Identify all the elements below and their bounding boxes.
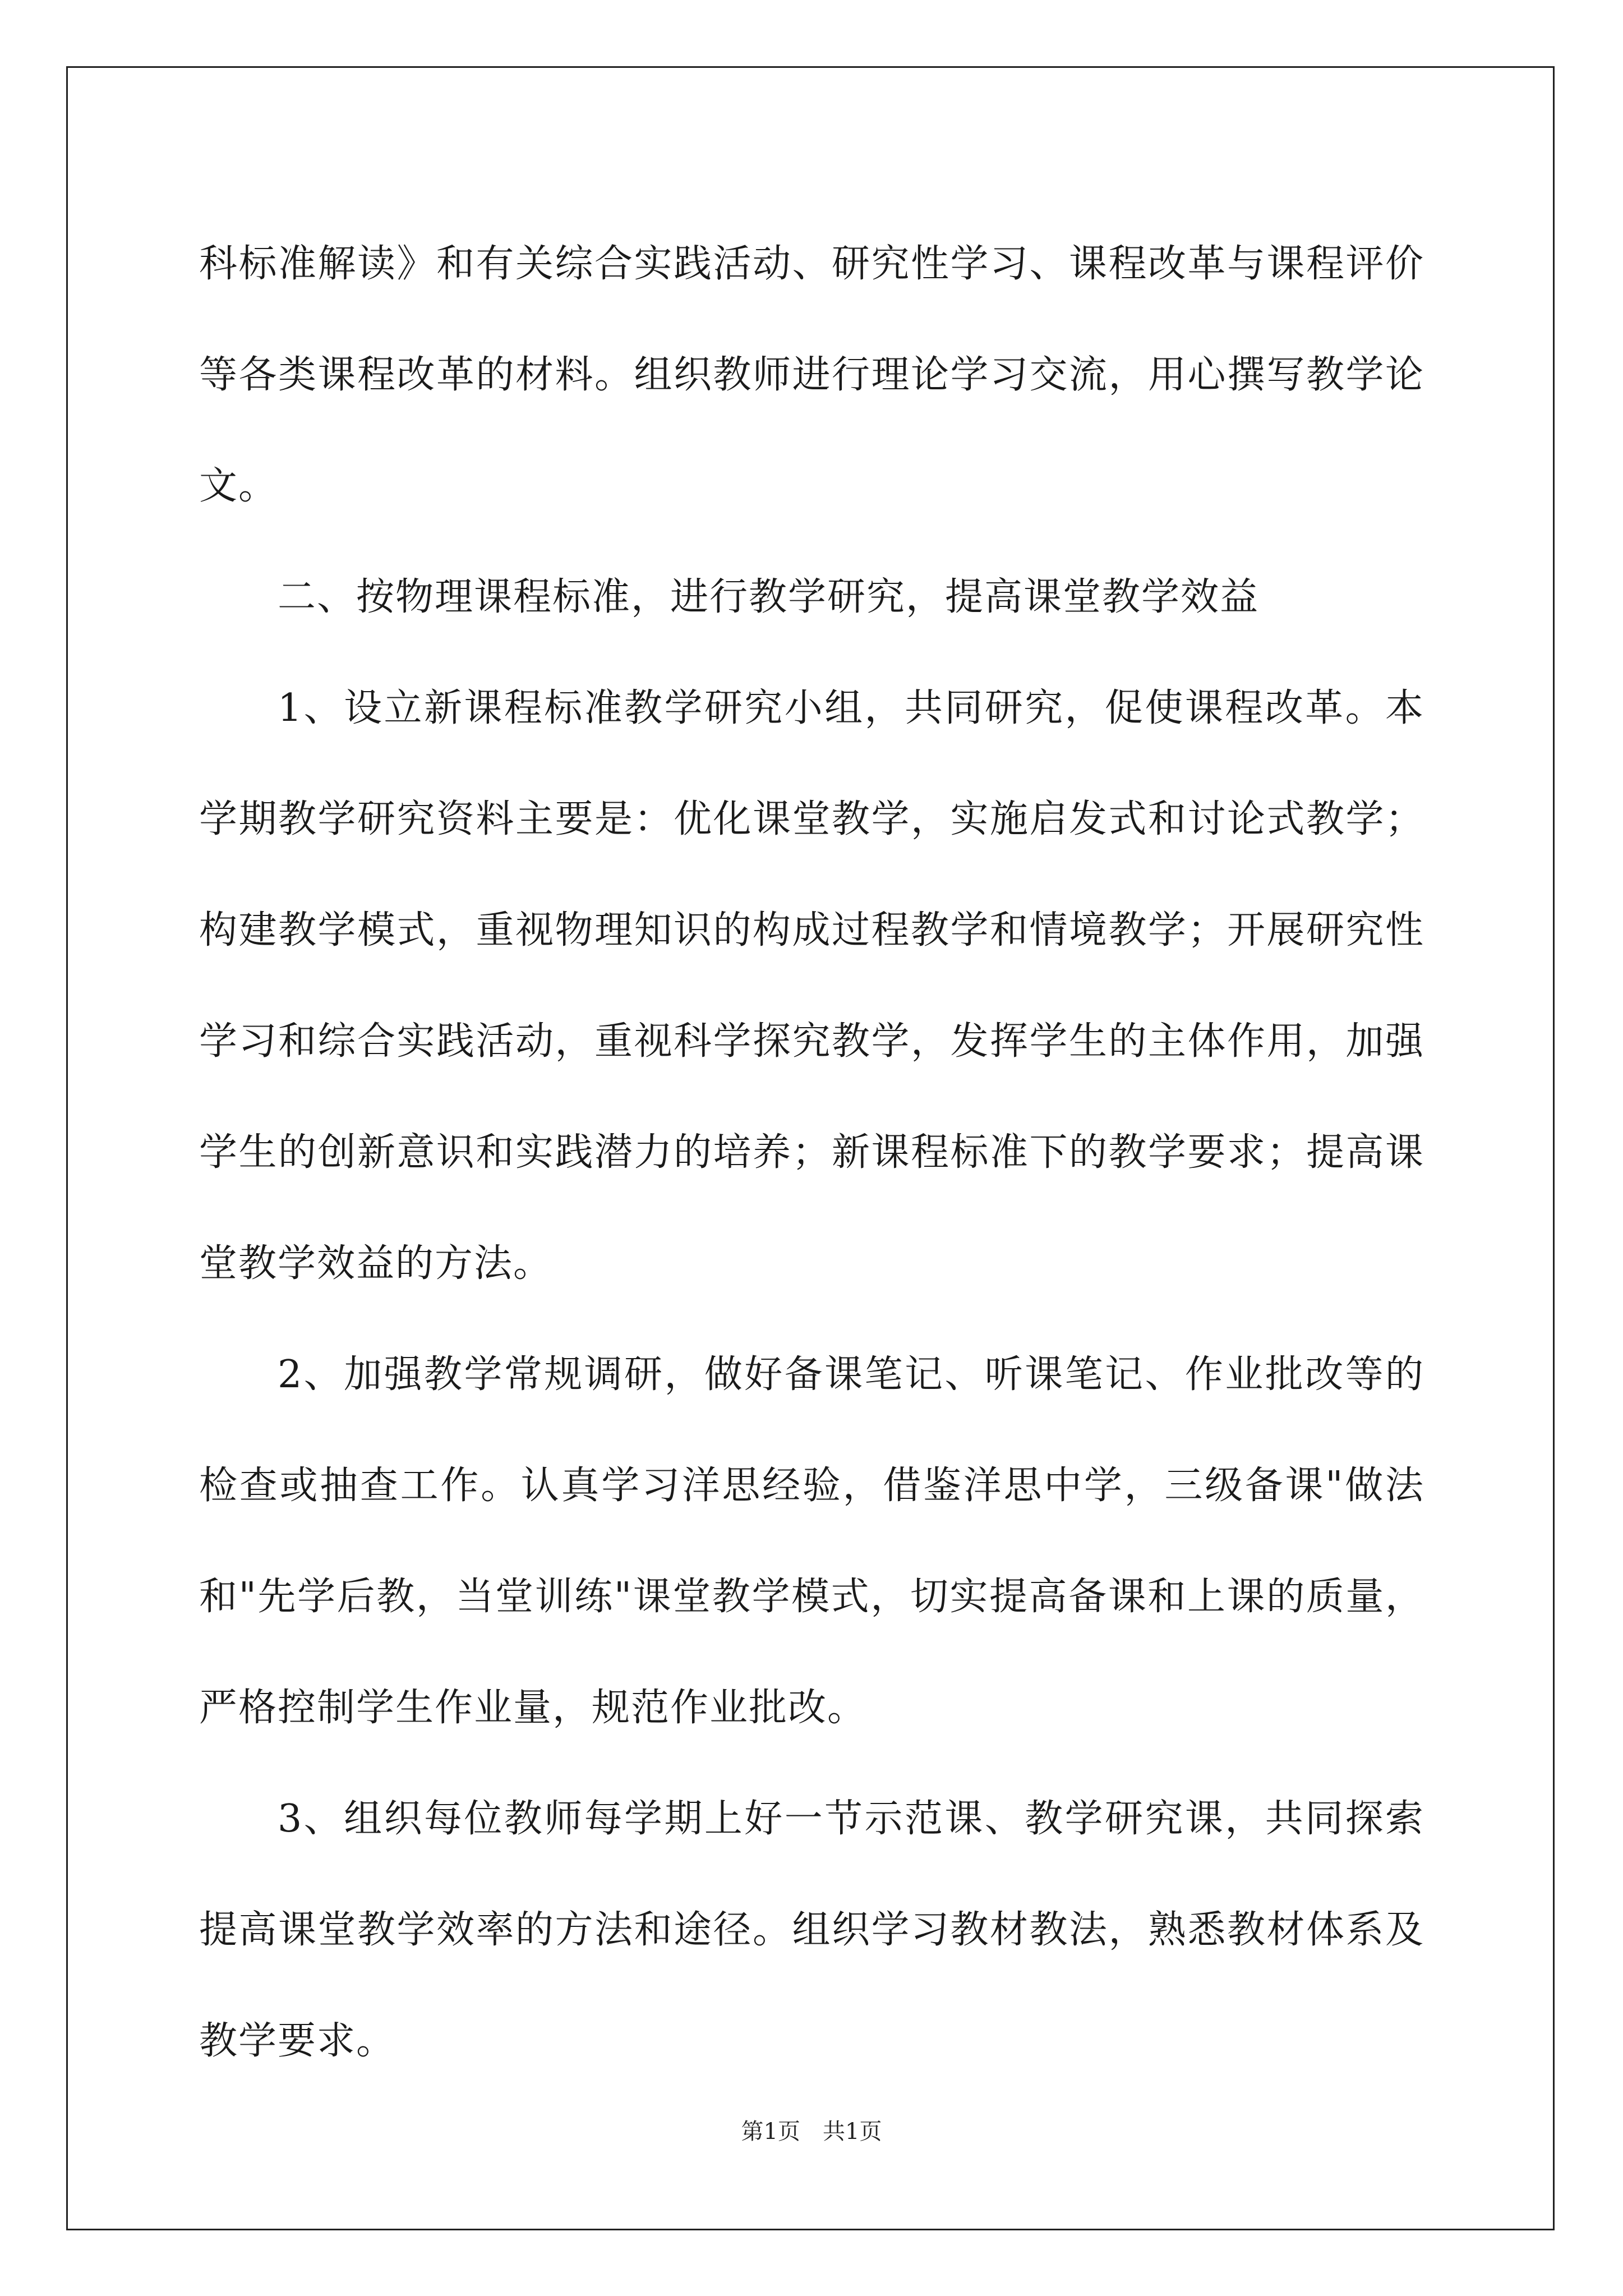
paragraph-1: 科标准解读》和有关综合实践活动、研究性学习、课程改革与课程评价等各类课程改革的材料。组织教师进行理论学习交流，用心撰写教学论文。 bbox=[199, 242, 1424, 508]
document-body bbox=[199, 209, 1424, 2097]
paragraph-item-1: 1、设立新课程标准教学研究小组，共同研究，促使课程改革。本学期教学研究资料主要是：优化课堂教学，实施启发式和讨论式教学；构建教学模式，重视物理知识的构成过程教学和情境教学；开展研究性学习和综合实践活动，重视科学探究教学，发挥学生的主体作用，加强学生的创新意识和实践潜力的培养；新课程标准下的教学要求；提高课堂教学效益的方法。 bbox=[199, 686, 1424, 1286]
section-heading: 二、按物理课程标准，进行教学研究，提高课堂教学效益 bbox=[278, 575, 1260, 619]
paragraph-item-3: 3、组织每位教师每学期上好一节示范课、教学研究课，共同探索提高课堂教学效率的方法和途径。组织学习教材教法，熟悉教材体系及教学要求。 bbox=[199, 1797, 1424, 2063]
page-footer: 第1页 共1页 bbox=[741, 2119, 882, 2145]
paragraph-item-2: 2、加强教学常规调研，做好备课笔记、听课笔记、作业批改等的检查或抽查工作。认真学习洋思经验，借鉴洋思中学，三级备课"做法和"先学后教，当堂训练"课堂教学模式，切实提高备课和上课的质量，严格控制学生作业量，规范作业批改。 bbox=[199, 1352, 1424, 1730]
